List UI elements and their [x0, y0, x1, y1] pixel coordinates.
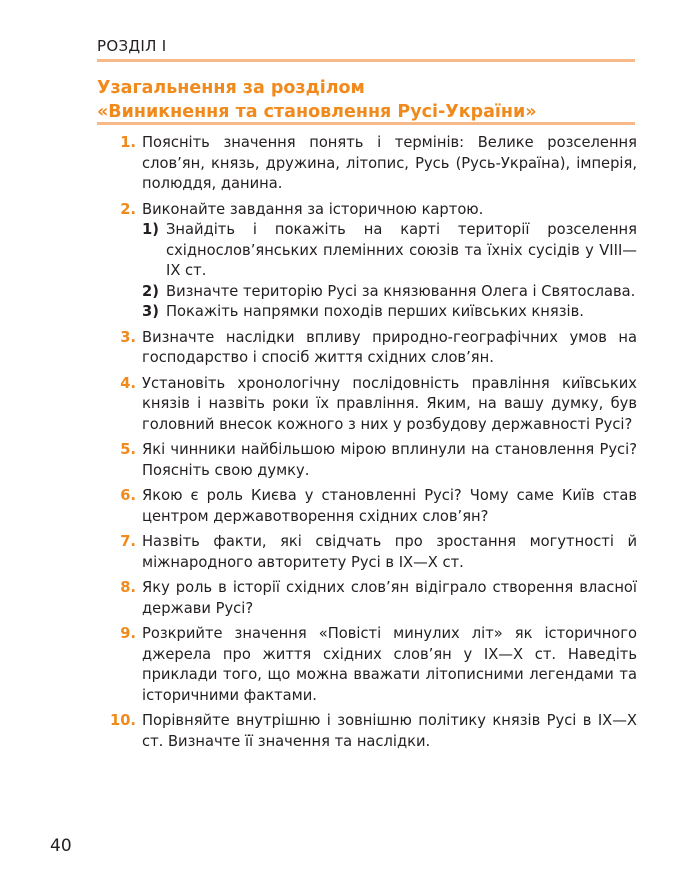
subtask-item: [142, 282, 637, 303]
title-line-1: Узагальнення за розділом: [97, 78, 365, 98]
question-number: 2.: [120, 200, 136, 218]
question-text: Назвіть факти, які свідчать про зростання могутності й міжнародного авторитету Русі в IX—X ст.: [142, 533, 637, 571]
question-item: [112, 328, 637, 369]
page-number: 40: [50, 836, 72, 856]
question-text: Які чинники найбільшою мірою вплинули на становлення Русі? Поясніть свою думку.: [142, 441, 637, 479]
question-number: 5.: [120, 441, 136, 458]
subtask-text: Визначте територію Русі за князювання Олега і Святослава.: [166, 282, 636, 300]
subtask-number: 1): [142, 221, 159, 238]
question-item: [112, 532, 637, 573]
subtask-text: Покажіть напрямки походів перших київських князів.: [166, 303, 584, 320]
question-item: [112, 486, 637, 527]
question-number: 8.: [120, 579, 136, 596]
question-text: Установіть хронологічну послідовність правління київських князів і назвіть роки їх правління. Яким, на вашу думку, був головний внесок кожного з них у розбудову державності Русі?: [142, 374, 637, 433]
question-list: [109, 133, 637, 757]
subtask-text: Знайдіть і покажіть на карті території розселення східнослов’янських племінних союзів та їхніх сусідів у VIII—IX ст.: [166, 221, 637, 279]
question-text: Розкрийте значення «Повісті минулих літ» як історичного джерела про життя східних слов’ян у IX—X ст. Наведіть приклади того, що можна вважати літописними легендами та історичними фактами.: [142, 625, 637, 704]
question-number: 6.: [120, 487, 136, 504]
question-item: [112, 133, 637, 195]
page-title: [97, 76, 637, 124]
subtask-number: 3): [142, 303, 159, 320]
subtask-item: [142, 302, 637, 323]
top-rule: [97, 59, 635, 62]
question-item: [112, 374, 637, 436]
question-text: Поясніть значення понять і термінів: Велике розселення слов’ян, князь, дружина, літопис, Русь (Русь-Україна), імперія, полюддя, данина.: [142, 134, 637, 192]
question-number: 3.: [120, 328, 136, 346]
question-item: [112, 624, 637, 706]
subtask-list: [142, 220, 637, 323]
question-number: 7.: [120, 533, 136, 550]
question-number: 9.: [120, 625, 136, 642]
subtask-number: 2): [142, 282, 159, 300]
question-item: [112, 200, 637, 323]
subtask-item: [142, 220, 637, 282]
section-label: РОЗДІЛ І: [97, 37, 167, 55]
question-item: [109, 711, 637, 752]
question-text: Порівняйте внутрішню і зовнішню політику князів Русі в IX—X ст. Визначте її значення та наслідки.: [142, 712, 637, 750]
heading-rule: [97, 122, 635, 125]
question-text: Яку роль в історії східних слов’ян відіграло створення власної держави Русі?: [142, 579, 637, 617]
question-text: Визначте наслідки впливу природно-географічних умов на господарство і спосіб життя східних слов’ян.: [142, 328, 637, 366]
title-line-2: «Виникнення та становлення Русі-України»: [97, 102, 537, 122]
question-number: 1.: [120, 134, 136, 151]
question-number: 10.: [109, 712, 136, 729]
question-item: [112, 578, 637, 619]
question-item: [112, 440, 637, 481]
question-text: Якою є роль Києва у становленні Русі? Чому саме Київ став центром державотворення східних слов’ян?: [142, 487, 637, 525]
question-text: Виконайте завдання за історичною картою.: [142, 200, 484, 218]
question-number: 4.: [120, 374, 136, 392]
